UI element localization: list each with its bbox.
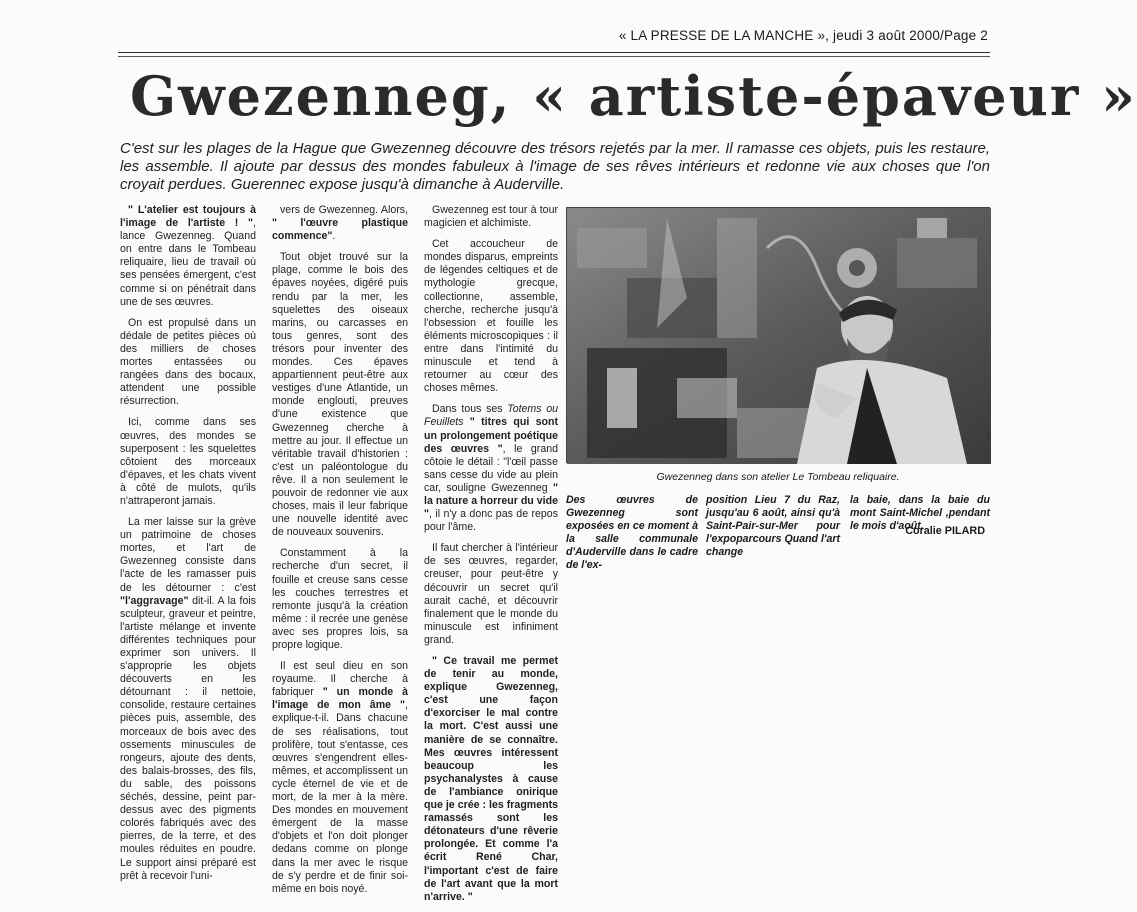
chevron-right-icon: ›: [986, 428, 992, 445]
headline: Gwezenneg, « artiste-épaveur »: [130, 64, 1137, 128]
newspaper-header: « LA PRESSE DE LA MANCHE », jeudi 3 août 2000/Page 2: [618, 28, 988, 43]
paragraph: On est propulsé dans un dédale de petites pièces où des milliers de choses mortes entassées ou rangées dans des bocaux, attendent une possible résurrection.: [120, 316, 256, 408]
exhibition-info-2: position Lieu 7 du Raz, jusqu'au 6 août, ainsi qu'à Saint-Pair-sur-Mer pour l'expoparcours Quand l'art change: [706, 494, 840, 559]
text: .: [332, 230, 336, 243]
paragraph: [424, 403, 558, 534]
photo-caption: Gwezenneg dans son atelier Le Tombeau reliquaire.: [656, 471, 900, 483]
photo-illustration: [567, 208, 991, 464]
paragraph: Tout objet trouvé sur la plage, comme le bois des épaves noyées, digéré puis rendu par la mer, les squelettes des oiseaux marins, ou carcasses en tous genres, sont des trésors pour inventer des mondes. Ces épaves appartiennent peut-être aux vestiges d'une Atlantide, un monde englouti, preuves d'une existence que Gwezenneg cherche à mettre au jour. Il effectue un véritable travail d'historien : c'est un paléontologue du rêve. Il a non seulement le pouvoir de redonner vie aux choses, mais il leur fabrique une nouvelle identité avec de nouveaux souvenirs.: [272, 251, 408, 539]
paragraph: Il faut chercher à l'intérieur de ses œuvres, regarder, creuser, pour peut-être y découvrir un secret qu'il aurait caché, et découvrir finalement que le monde du minuscule est infiniment grand.: [424, 542, 558, 646]
author-signature: Coralie PILARD: [905, 525, 985, 537]
paragraph: [424, 655, 558, 904]
text: dit-il. A la fois sculpteur, graveur et peintre, l'artiste mélange et invente différentes techniques pour exprimer son univers. Il s'approprie les objets découverts en les détournant : il nettoie, consolide, restaure certaines pièces puis, assemble, des morceaux de bois avec des ossements minuscules de rongeurs, ajoute des dents, des balais-brosses, des fils, du sable, des poissons séchés, dessine, peint par-dessus avec des pigments colorés fabriqués avec des pierres, de la terre, et des moules réduites en poudre. Le support ainsi préparé est prêt à recevoir l'uni-: [120, 594, 256, 882]
standfirst: C'est sur les plages de la Hague que Gwezenneg découvre des trésors rejetés par la mer. Il ramasse ces objets, puis les restaure, les assemble. Il ajoute par dessus des mondes fabuleux à l'image de ses rêves intérieurs et redonne vie aux choses que l'on croyait perdues. Guerennec expose jusqu'à dimanche à Auderville.: [120, 140, 990, 193]
text: Dans tous ses: [432, 403, 508, 416]
paragraph: [272, 660, 408, 896]
header-rule-thin: [118, 56, 990, 57]
paragraph: Cet accoucheur de mondes disparus, empreints de légendes celtiques et de mythologie grecque, collectionne, assemble, cherche, recherche jusqu'à l'obsession et fouille les éléments microscopiques : il entre dans l'intimité du minuscule et tend à retourner au cœur des choses mêmes.: [424, 238, 558, 395]
header-rule: [118, 52, 990, 53]
text: , le grand côtoie le détail : "l'œil passe sans cesse du vide au plein car, souligne Gwezenneg: [424, 442, 559, 494]
paragraph: [272, 204, 408, 243]
text: Il est seul dieu en son royaume. Il cherche à fabriquer: [272, 660, 408, 699]
text: , il n'y a donc pas de repos pour l'âme.: [424, 508, 558, 534]
article-column-2: [272, 204, 408, 904]
text: , lance Gwezenneg. Quand on entre dans le Tombeau reliquaire, lieu de travail où ses pensées émergent, c'est comme si on pénétrait dans une de ses œuvres.: [120, 217, 256, 308]
quote: " la nature a horreur du vide ": [424, 481, 558, 521]
paragraph: [120, 516, 256, 883]
exhibition-info-1: Des œuvres de Gwezenneg sont exposées en ce moment à la salle communale d'Auderville dans le cadre de l'ex-: [566, 494, 698, 572]
quote: " un monde à l'image de mon âme ": [272, 686, 408, 712]
atelier-photo: [566, 207, 990, 463]
article-column-3: [424, 204, 558, 912]
text: , explique-t-il. Dans chacune de ses réalisations, tout prolifère, tout s'entasse, ces œuvres s'engendrent elles-mêmes, et accomplissent un cycle éternel de vie et de mort, de la mer à la mère. Des mondes en mouvement émergent de la masse d'objets et l'on doit plonger dedans comme on plonge dans la mer avec le risque de s'y perdre et de finir soi-même en bois noyé.: [272, 699, 408, 895]
paragraph: Ici, comme dans ses œuvres, des mondes se superposent : les squelettes côtoient des morceaux d'épaves, et les chats vivent à côté de mulots, qu'ils n'attraperont jamais.: [120, 416, 256, 507]
text: vers de Gwezenneg. Alors,: [280, 204, 408, 216]
quote: " L'atelier est toujours à l'image de l'artiste ! ": [120, 204, 256, 230]
quote: " l'œuvre plastique commence": [272, 217, 408, 243]
quote: " titres qui sont un prolongement poétique des œuvres ": [424, 416, 558, 455]
text: La mer laisse sur la grève un patrimoine de choses mortes, et l'art de Gwezenneg consiste dans l'acte de les ramasser puis de les détourner : c'est: [120, 516, 256, 594]
title-italic: Totems ou Feuillets: [424, 403, 558, 429]
exhibition-info-3: la baie, dans la baie du mont Saint-Michel ,pendant le mois d'août.: [850, 494, 990, 533]
quote: "l'aggravage": [120, 594, 189, 607]
article-column-1: [120, 204, 256, 891]
paragraph: Constamment à la recherche d'un secret, il fouille et creuse sans cesse les couches terrestres et remonte jusqu'à la création même : il recrée une genèse avec ses propres lois, sa propre logique.: [272, 547, 408, 651]
paragraph: [120, 204, 256, 309]
paragraph: Gwezenneg est tour à tour magicien et alchimiste.: [424, 204, 558, 230]
quote: " Ce travail me permet de tenir au monde, explique Gwezenneg, c'est une façon d'exorciser le mal contre la mort. C'est aussi une manière de se connaître. Mes œuvres intéressent beaucoup les psychanalystes à cause de l'ambiance onirique que je crée : les fragments ramassés sont les détonateurs d'une rêverie prolongée. Et comme l'a écrit René Char, l'important c'est de faire de l'art avant que la mort n'arrive. ": [424, 655, 558, 903]
